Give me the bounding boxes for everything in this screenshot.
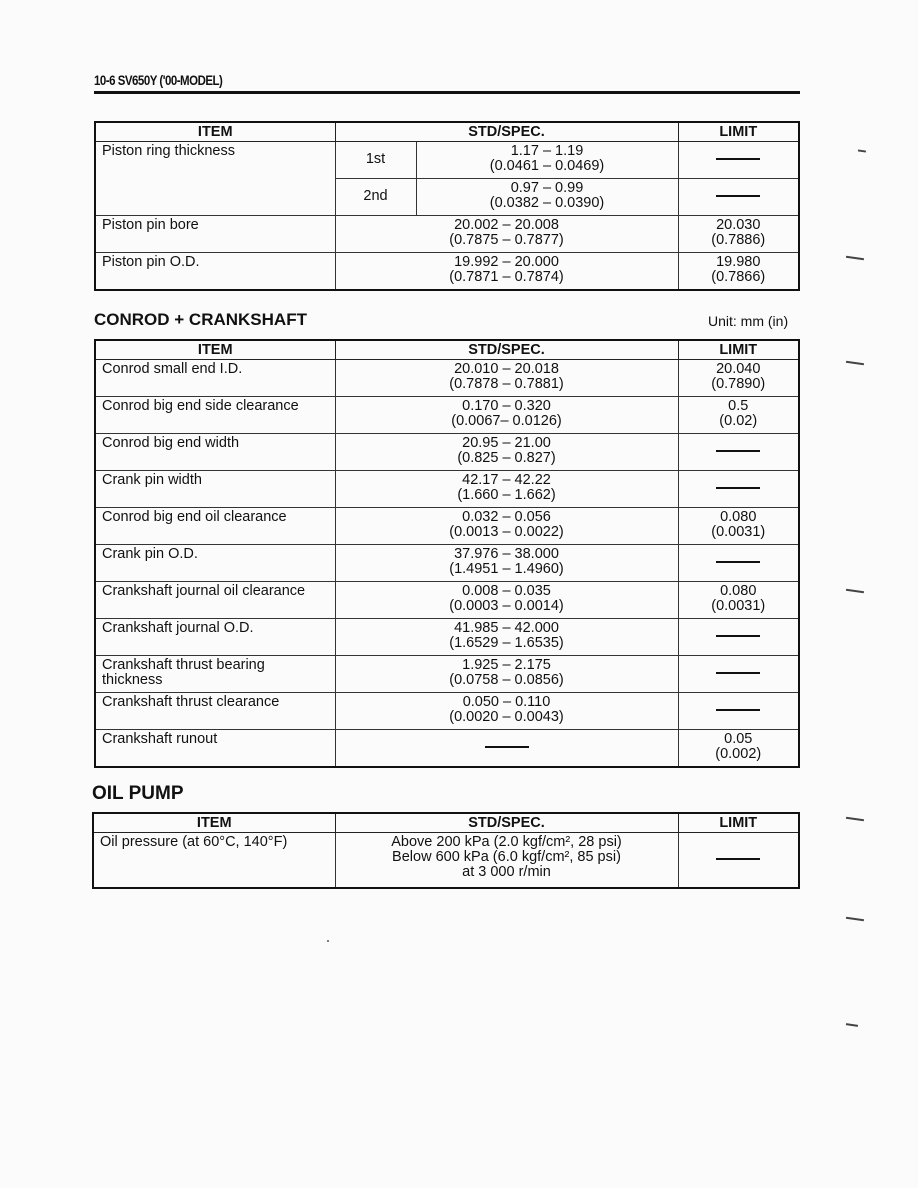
item-cell: Piston pin bore bbox=[95, 216, 335, 253]
table-row bbox=[95, 693, 799, 730]
spec-value-inch: (0.0461 – 0.0469) bbox=[489, 158, 605, 174]
no-limit-dash bbox=[716, 195, 760, 196]
limit-cell bbox=[678, 216, 799, 253]
limit-value-inch: (0.0031) bbox=[711, 598, 766, 614]
item-line-2: thickness bbox=[102, 672, 163, 688]
spec-value-inch: (1.6529 – 1.6535) bbox=[449, 635, 564, 651]
table-row bbox=[95, 360, 799, 397]
table-row bbox=[95, 656, 799, 693]
table-row bbox=[95, 397, 799, 434]
spec-line-3: at 3 000 r/min bbox=[462, 864, 551, 880]
limit-value: 0.080 bbox=[720, 583, 757, 599]
table-header-row bbox=[93, 813, 799, 833]
limit-value: 0.080 bbox=[720, 509, 757, 525]
header-rule bbox=[94, 91, 800, 94]
scan-mark bbox=[846, 256, 864, 260]
section-title-conrod: CONROD + CRANKSHAFT bbox=[94, 310, 307, 329]
col-header-limit: LIMIT bbox=[678, 340, 799, 360]
col-header-spec: STD/SPEC. bbox=[335, 122, 678, 142]
spec-value-inch: (0.0020 – 0.0043) bbox=[449, 709, 564, 725]
spec-value-inch: (0.0003 – 0.0014) bbox=[449, 598, 564, 614]
spec-cell bbox=[335, 434, 678, 471]
scan-mark bbox=[846, 1023, 858, 1026]
spec-cell bbox=[335, 730, 678, 767]
page-reference: 10-6 SV650Y ('00-MODEL) bbox=[94, 72, 223, 88]
item-cell: Conrod big end width bbox=[95, 434, 335, 471]
spec-value: 0.97 – 0.99 bbox=[510, 180, 584, 196]
spec-value-inch: (0.0382 – 0.0390) bbox=[489, 195, 605, 211]
limit-cell bbox=[678, 397, 799, 434]
spec-value-inch: (0.0758 – 0.0856) bbox=[449, 672, 564, 688]
table-row bbox=[95, 471, 799, 508]
spec-cell bbox=[335, 833, 678, 888]
table-row bbox=[95, 582, 799, 619]
table-row bbox=[95, 434, 799, 471]
scan-mark bbox=[858, 149, 866, 152]
spec-value-inch: (0.825 – 0.827) bbox=[457, 450, 556, 466]
col-header-spec: STD/SPEC. bbox=[335, 340, 678, 360]
ring-label-1st: 1st bbox=[335, 142, 416, 179]
limit-value-inch: (0.002) bbox=[715, 746, 762, 762]
scan-mark bbox=[846, 361, 864, 365]
item-cell: Crankshaft runout bbox=[95, 730, 335, 767]
limit-cell bbox=[678, 508, 799, 545]
limit-cell bbox=[678, 545, 799, 582]
item-cell: Crankshaft thrust clearance bbox=[95, 693, 335, 730]
spec-cell bbox=[335, 508, 678, 545]
limit-value: 0.5 bbox=[728, 398, 749, 414]
spec-cell bbox=[335, 253, 678, 290]
item-cell: Oil pressure (at 60°C, 140°F) bbox=[93, 833, 335, 888]
item-cell: Conrod big end oil clearance bbox=[95, 508, 335, 545]
no-limit-dash bbox=[716, 487, 760, 488]
no-limit-dash bbox=[716, 635, 760, 636]
spec-cell bbox=[416, 179, 678, 216]
table-row bbox=[95, 619, 799, 656]
col-header-limit: LIMIT bbox=[678, 813, 799, 833]
limit-cell bbox=[678, 253, 799, 290]
limit-cell bbox=[678, 179, 799, 216]
scan-speck bbox=[327, 940, 329, 942]
table-row bbox=[95, 730, 799, 767]
spec-cell bbox=[335, 545, 678, 582]
table-row bbox=[95, 253, 799, 290]
scan-mark bbox=[846, 917, 864, 921]
spec-value: 0.032 – 0.056 bbox=[462, 509, 551, 525]
limit-cell bbox=[678, 360, 799, 397]
item-cell: Crank pin O.D. bbox=[95, 545, 335, 582]
limit-cell bbox=[678, 619, 799, 656]
item-cell bbox=[95, 656, 335, 693]
limit-value: 20.040 bbox=[716, 361, 761, 377]
spec-line-2: Below 600 kPa (6.0 kgf/cm², 85 psi) bbox=[392, 849, 621, 865]
spec-cell bbox=[335, 360, 678, 397]
no-limit-dash bbox=[716, 561, 760, 562]
oil-pump-spec-table bbox=[92, 812, 800, 889]
spec-value: 0.170 – 0.320 bbox=[462, 398, 551, 414]
piston-spec-table bbox=[94, 121, 800, 291]
spec-value-inch: (0.7875 – 0.7877) bbox=[449, 232, 564, 248]
spec-value: 0.008 – 0.035 bbox=[462, 583, 551, 599]
table-header-row bbox=[95, 340, 799, 360]
item-cell: Conrod small end I.D. bbox=[95, 360, 335, 397]
spec-cell bbox=[416, 142, 678, 179]
ring-label-2nd: 2nd bbox=[335, 179, 416, 216]
table-row bbox=[95, 545, 799, 582]
spec-value: 1.925 – 2.175 bbox=[462, 657, 551, 673]
conrod-spec-table bbox=[94, 339, 800, 768]
limit-cell bbox=[678, 582, 799, 619]
no-spec-dash bbox=[485, 746, 529, 747]
limit-value-inch: (0.7866) bbox=[711, 269, 766, 285]
spec-value: 42.17 – 42.22 bbox=[462, 472, 551, 488]
no-limit-dash bbox=[716, 709, 760, 710]
no-limit-dash bbox=[716, 158, 760, 159]
spec-cell bbox=[335, 693, 678, 730]
spec-value: 20.95 – 21.00 bbox=[462, 435, 551, 451]
spec-cell bbox=[335, 619, 678, 656]
item-cell: Piston pin O.D. bbox=[95, 253, 335, 290]
col-header-limit: LIMIT bbox=[678, 122, 799, 142]
col-header-item: ITEM bbox=[93, 813, 335, 833]
spec-value-inch: (0.7878 – 0.7881) bbox=[449, 376, 564, 392]
limit-cell bbox=[678, 833, 799, 888]
spec-value: 0.050 – 0.110 bbox=[462, 694, 551, 710]
col-header-spec: STD/SPEC. bbox=[335, 813, 678, 833]
spec-cell bbox=[335, 397, 678, 434]
table-header-row bbox=[95, 122, 799, 142]
scan-mark bbox=[846, 589, 864, 593]
limit-cell bbox=[678, 434, 799, 471]
spec-value: 1.17 – 1.19 bbox=[510, 143, 584, 159]
item-line-1: Crankshaft thrust bearing bbox=[102, 657, 265, 673]
limit-value: 0.05 bbox=[724, 731, 753, 747]
no-limit-dash bbox=[716, 672, 760, 673]
spec-value: 19.992 – 20.000 bbox=[454, 254, 559, 270]
spec-value: 20.002 – 20.008 bbox=[454, 217, 559, 233]
table-row bbox=[95, 508, 799, 545]
item-cell: Crankshaft journal oil clearance bbox=[95, 582, 335, 619]
limit-value-inch: (0.02) bbox=[719, 413, 758, 429]
limit-cell bbox=[678, 693, 799, 730]
scan-mark bbox=[846, 817, 864, 821]
item-cell: Crank pin width bbox=[95, 471, 335, 508]
unit-note: Unit: mm (in) bbox=[708, 313, 789, 329]
spec-cell bbox=[335, 656, 678, 693]
spec-cell bbox=[335, 582, 678, 619]
spec-value-inch: (0.0013 – 0.0022) bbox=[449, 524, 564, 540]
limit-value: 20.030 bbox=[716, 217, 761, 233]
spec-value: 20.010 – 20.018 bbox=[454, 361, 559, 377]
spec-line-1: Above 200 kPa (2.0 kgf/cm², 28 psi) bbox=[391, 834, 622, 850]
spec-value-inch: (1.660 – 1.662) bbox=[457, 487, 556, 503]
spec-value: 41.985 – 42.000 bbox=[454, 620, 559, 636]
spec-value-inch: (1.4951 – 1.4960) bbox=[449, 561, 564, 577]
spec-value: 37.976 – 38.000 bbox=[454, 546, 559, 562]
spec-value-inch: (0.7871 – 0.7874) bbox=[449, 269, 564, 285]
table-row bbox=[95, 142, 799, 179]
limit-value-inch: (0.0031) bbox=[711, 524, 766, 540]
table-row bbox=[95, 216, 799, 253]
section-title-oil-pump: OIL PUMP bbox=[92, 783, 184, 804]
limit-cell bbox=[678, 656, 799, 693]
item-cell: Conrod big end side clearance bbox=[95, 397, 335, 434]
page-header bbox=[94, 72, 800, 90]
spec-cell bbox=[335, 471, 678, 508]
table-row bbox=[93, 833, 799, 888]
col-header-item: ITEM bbox=[95, 122, 335, 142]
spec-cell bbox=[335, 216, 678, 253]
limit-cell bbox=[678, 142, 799, 179]
col-header-item: ITEM bbox=[95, 340, 335, 360]
item-cell: Piston ring thickness bbox=[95, 142, 335, 216]
limit-value: 19.980 bbox=[716, 254, 761, 270]
no-limit-dash bbox=[716, 858, 760, 859]
limit-value-inch: (0.7886) bbox=[711, 232, 766, 248]
limit-cell bbox=[678, 471, 799, 508]
limit-cell bbox=[678, 730, 799, 767]
limit-value-inch: (0.7890) bbox=[711, 376, 766, 392]
spec-value-inch: (0.0067– 0.0126) bbox=[451, 413, 562, 429]
no-limit-dash bbox=[716, 450, 760, 451]
item-cell: Crankshaft journal O.D. bbox=[95, 619, 335, 656]
